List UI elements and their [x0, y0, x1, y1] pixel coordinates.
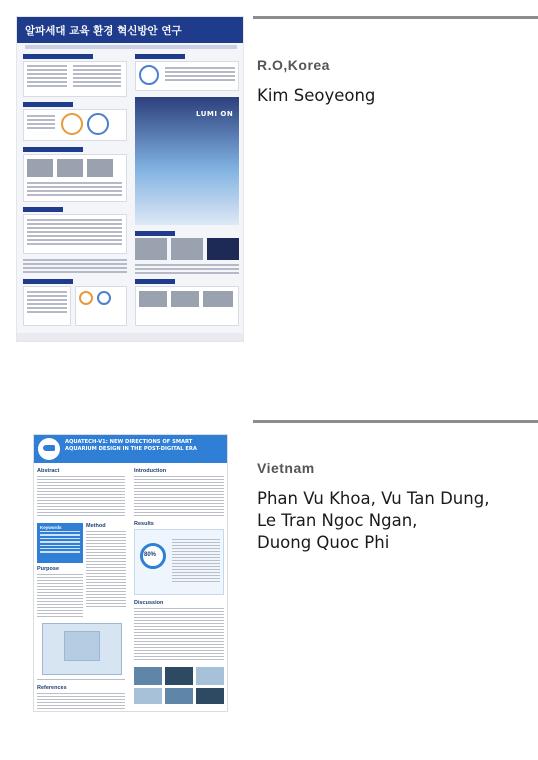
text-block [27, 219, 122, 247]
poster-title: AQUATECH-V1: NEW DIRECTIONS OF SMART AQUARIUM DESIGN IN THE POST-DIGITAL ERA [65, 439, 197, 452]
country-label: R.O,Korea [257, 57, 330, 73]
text-block [27, 291, 67, 315]
section-heading: Keywords [40, 525, 62, 530]
section-heading: Purpose [37, 566, 60, 572]
fish-icon [43, 445, 55, 451]
text-block [37, 476, 125, 518]
text-block [27, 115, 55, 131]
text-block [27, 182, 122, 198]
text-block [37, 574, 83, 619]
text-block [40, 531, 80, 555]
diagram-circle [79, 291, 93, 305]
application-photo [196, 667, 224, 685]
author-line: Duong Quoc Phi [257, 533, 390, 552]
poster-header [34, 435, 228, 463]
device-diagram-part [64, 631, 100, 661]
entry-vietnam [0, 420, 538, 760]
function-photo [171, 238, 203, 260]
text-block [86, 531, 126, 609]
brand-word: LUMI ON [196, 110, 234, 118]
section-heading: Abstract [37, 468, 60, 474]
poster-thumbnail[interactable] [16, 16, 244, 342]
section-bar [23, 102, 73, 107]
poster-subtitle-bar [25, 45, 237, 49]
section-bar [23, 54, 93, 59]
section-bar [135, 279, 175, 284]
text-block [135, 264, 239, 276]
text-block [134, 476, 224, 518]
section-heading: Discussion [134, 600, 164, 606]
control-photo [139, 291, 167, 307]
application-photo [134, 688, 162, 704]
divider-rule [253, 16, 538, 19]
poster-thumbnail[interactable] [33, 434, 228, 712]
application-photo [165, 667, 193, 685]
text-block [172, 539, 220, 584]
function-photo [207, 238, 239, 260]
function-photo [135, 238, 167, 260]
application-photo [165, 688, 193, 704]
section-bar [23, 147, 83, 152]
section-bar [135, 231, 175, 236]
process-photo [87, 159, 113, 177]
process-photo [27, 159, 53, 177]
author-line: Phan Vu Khoa, Vu Tan Dung, [257, 489, 490, 508]
section-heading: Method [86, 523, 106, 529]
text-block [37, 693, 125, 711]
text-block [73, 65, 121, 89]
section-bar [23, 279, 73, 284]
diagram-circle [87, 113, 109, 135]
section-heading: Results [134, 521, 154, 527]
author-names [257, 488, 532, 554]
application-photo [196, 688, 224, 704]
diagram-circle [97, 291, 111, 305]
control-photo [171, 291, 199, 307]
author-line: Le Tran Ngoc Ngan, [257, 511, 418, 530]
poster-header [17, 17, 244, 43]
section-heading: References [37, 685, 67, 691]
text-block [37, 679, 125, 682]
text-block [27, 65, 67, 89]
poster-title: 알파세대 교육 환경 혁신방안 연구 [25, 25, 182, 37]
section-bar [23, 207, 63, 212]
text-block [134, 608, 224, 662]
author-line: Kim Seoyeong [257, 86, 376, 105]
diagram-circle [139, 65, 159, 85]
diagram-circle [61, 113, 83, 135]
keywords-box [37, 523, 83, 563]
poster-footer [17, 333, 244, 342]
application-photo [134, 667, 162, 685]
section-bar [135, 54, 185, 59]
country-label: Vietnam [257, 460, 315, 476]
section-heading: Introduction [134, 468, 167, 474]
process-photo [57, 159, 83, 177]
divider-rule [253, 420, 538, 423]
control-photo [203, 291, 233, 307]
author-names [257, 85, 532, 107]
result-percentage: 80% [144, 552, 157, 558]
text-block [165, 67, 235, 83]
text-block [23, 259, 127, 275]
